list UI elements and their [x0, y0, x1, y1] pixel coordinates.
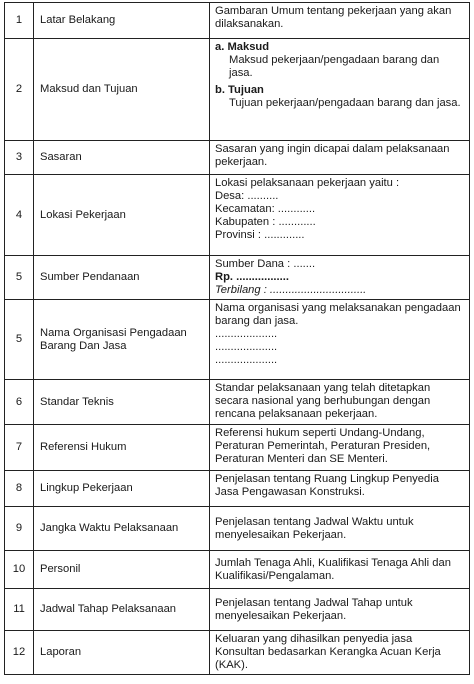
row-description: [210, 300, 470, 380]
row-title: Standar Teknis: [34, 380, 210, 425]
row-title: Jangka Waktu Pelaksanaan: [34, 507, 210, 551]
table-row: [5, 3, 470, 39]
row-number: 5: [5, 300, 34, 380]
row-description: Jumlah Tenaga Ahli, Kualifikasi Tenaga Ahli dan Kualifikasi/Pengalaman.: [210, 551, 470, 589]
row-number: 6: [5, 380, 34, 425]
kabupaten-field: Kabupaten : ............: [215, 216, 316, 228]
row-number: 4: [5, 175, 34, 256]
row-number: 9: [5, 507, 34, 551]
table-row: [5, 39, 470, 141]
table-row: [5, 551, 470, 589]
row-description: Referensi hukum seperti Undang-Undang, Peraturan Pemerintah, Peraturan Presiden, Peraturan Menteri dan SE Menteri.: [210, 425, 470, 471]
row-title: Personil: [34, 551, 210, 589]
row-description: [210, 175, 470, 256]
tujuan-label: b. Tujuan: [215, 84, 264, 96]
tujuan-text: Tujuan pekerjaan/pengadaan barang dan jasa.: [229, 97, 461, 109]
row-number: 8: [5, 471, 34, 507]
row-number: 11: [5, 589, 34, 631]
row-description: Keluaran yang dihasilkan penyedia jasa Konsultan bedasarkan Kerangka Acuan Kerja (KAK).: [210, 631, 470, 675]
row-description: Sasaran yang ingin dicapai dalam pelaksanaan pekerjaan.: [210, 141, 470, 175]
terbilang-field: Terbilang : ...............................: [215, 284, 367, 296]
row-number: 5: [5, 256, 34, 300]
maksud-text: Maksud pekerjaan/pengadaan barang dan jasa.: [229, 54, 440, 79]
row-title: Laporan: [34, 631, 210, 675]
row-number: 1: [5, 3, 34, 39]
dotted-line: ....................: [215, 354, 278, 366]
kak-table: [4, 2, 470, 675]
row-title: Lokasi Pekerjaan: [34, 175, 210, 256]
row-description: Penjelasan tentang Jadwal Waktu untuk menyelesaikan Pekerjaan.: [210, 507, 470, 551]
row-title: Jadwal Tahap Pelaksanaan: [34, 589, 210, 631]
row-title: Lingkup Pekerjaan: [34, 471, 210, 507]
row-description: Penjelasan tentang Jadwal Tahap untuk menyelesaikan Pekerjaan.: [210, 589, 470, 631]
dotted-line: ....................: [215, 341, 278, 353]
row-description: Standar pelaksanaan yang telah ditetapkan secara nasional yang berhubungan dengan rencana pelaksanaan pekerjaan.: [210, 380, 470, 425]
table-row: [5, 256, 470, 300]
table-row: [5, 425, 470, 471]
kecamatan-field: Kecamatan: ............: [215, 203, 316, 215]
row-title: Nama Organisasi Pengadaan Barang Dan Jasa: [34, 300, 210, 380]
row-number: 7: [5, 425, 34, 471]
provinsi-field: Provinsi : .............: [215, 229, 305, 241]
dotted-line: ....................: [215, 328, 278, 340]
table-row: [5, 141, 470, 175]
row-title: Maksud dan Tujuan: [34, 39, 210, 141]
table-row: [5, 175, 470, 256]
table-row: [5, 471, 470, 507]
lokasi-intro: Lokasi pelaksanaan pekerjaan yaitu :: [215, 177, 400, 189]
kak-table-container: [4, 2, 470, 675]
tujuan-item: [215, 84, 465, 110]
sumber-dana-field: Sumber Dana : .......: [215, 258, 316, 270]
table-row: [5, 589, 470, 631]
row-number: 3: [5, 141, 34, 175]
row-title: Sumber Pendanaan: [34, 256, 210, 300]
row-description: [210, 256, 470, 300]
row-description: Penjelasan tentang Ruang Lingkup Penyedia Jasa Pengawasan Konstruksi.: [210, 471, 470, 507]
table-row: [5, 631, 470, 675]
row-description: Gambaran Umum tentang pekerjaan yang akan dilaksanakan.: [210, 3, 470, 39]
maksud-item: [215, 41, 465, 80]
row-title: Latar Belakang: [34, 3, 210, 39]
table-row: [5, 300, 470, 380]
row-number: 12: [5, 631, 34, 675]
maksud-label: a. Maksud: [215, 41, 270, 53]
row-number: 2: [5, 39, 34, 141]
row-description: [210, 39, 470, 141]
organisasi-text: Nama organisasi yang melaksanakan pengadaan barang dan jasa.: [215, 302, 461, 327]
rupiah-field: Rp. .................: [215, 271, 289, 283]
desa-field: Desa: ..........: [215, 190, 279, 202]
row-title: Sasaran: [34, 141, 210, 175]
table-row: [5, 507, 470, 551]
row-title: Referensi Hukum: [34, 425, 210, 471]
row-number: 10: [5, 551, 34, 589]
table-row: [5, 380, 470, 425]
